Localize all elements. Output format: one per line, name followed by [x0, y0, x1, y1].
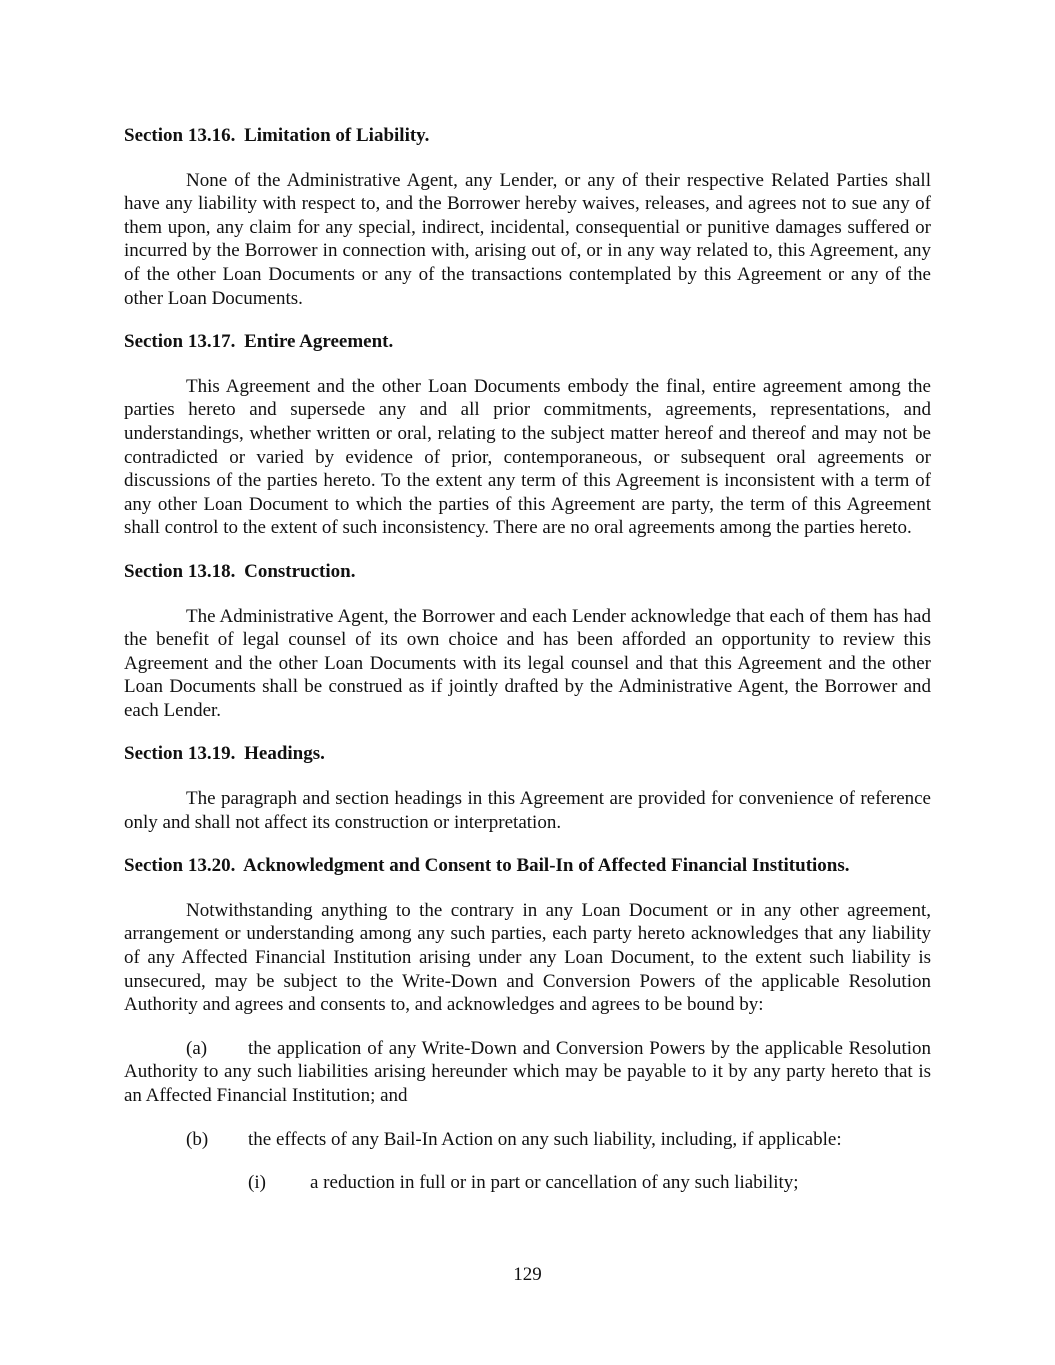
section-heading-13-17: [124, 330, 931, 354]
clause-a-text: the application of any Write-Down and Conversion Powers by the applicable Resolution Authority to any such liabilities arising hereunder which may be payable to it by any party hereto that is an Affected Financial Institution; and: [124, 1037, 931, 1106]
section-title: Limitation of Liability.: [244, 125, 430, 146]
section-title: Acknowledgment and Consent to Bail-In of Affected Financial Institutions.: [243, 855, 850, 877]
section-number: Section 13.16.: [124, 125, 236, 146]
section-number: Section 13.18.: [124, 560, 236, 582]
section-number: Section 13.17.: [124, 331, 236, 353]
clause-b: [186, 1128, 931, 1152]
section-title: Headings.: [244, 743, 325, 765]
section-paragraph-13-16: None of the Administrative Agent, any Lender, or any of their respective Related Parties shall have any liability with respect to, and the Borrower hereby waives, releases, and agrees not to sue any of them upon, any claim for any special, indirect, incidental, consequential or punitive damages suffered or incurred by the Borrower in connection with, arising out of, or in any way related to, this Agreement, any of the other Loan Documents or any of the transactions contemplated by this Agreement or any of the other Loan Documents.: [124, 169, 931, 309]
clause-a-marker: (a): [186, 1037, 208, 1059]
clause-i-marker: (i): [248, 1172, 266, 1194]
section-heading-13-19: [124, 742, 931, 766]
clause-b-text: the effects of any Bail-In Action on any such liability, including, if applicable:: [248, 1128, 842, 1150]
section-heading-13-16: [124, 124, 931, 148]
clause-i-text: a reduction in full or in part or cancellation of any such liability;: [310, 1172, 799, 1194]
section-paragraph-13-17: This Agreement and the other Loan Documents embody the final, entire agreement among the parties hereto and supersede any and all prior commitments, agreements, representations, and understandings, whether written or oral, relating to the subject matter hereof and thereof and may not be contradicted or varied by evidence of prior, contemporaneous, or subsequent oral agreements or discussions of the parties hereto. To the extent any term of this Agreement is inconsistent with a term of any other Loan Document to which the parties of this Agreement are party, the term of this Agreement shall control to the extent of such inconsistency. There are no oral agreements among the parties hereto.: [124, 375, 931, 539]
clause-a: [124, 1037, 931, 1108]
section-paragraph-13-20: Notwithstanding anything to the contrary in any Loan Document or in any other agreement, arrangement or understanding among any such parties, each party hereto acknowledges that any liability of any Affected Financial Institution arising under any Loan Document, to the extent such liability is unsecured, may be subject to the Write-Down and Conversion Powers of the applicable Resolution Authority and agrees and consents to, and acknowledges and agrees to be bound by:: [124, 899, 931, 1016]
section-heading-13-20: [124, 854, 931, 878]
section-title: Entire Agreement.: [244, 331, 394, 353]
section-heading-13-18: [124, 560, 931, 584]
section-paragraph-13-19: The paragraph and section headings in this Agreement are provided for convenience of reference only and shall not affect its construction or interpretation.: [124, 788, 931, 833]
document-page: [124, 124, 931, 1195]
section-title: Construction.: [244, 560, 356, 582]
section-number: Section 13.19.: [124, 743, 236, 765]
clause-i: [248, 1171, 931, 1195]
page-number: 129: [513, 1264, 542, 1285]
section-number: Section 13.20.: [124, 855, 236, 877]
clause-b-marker: (b): [186, 1128, 209, 1150]
section-paragraph-13-18: The Administrative Agent, the Borrower and each Lender acknowledge that each of them has had the benefit of legal counsel of its own choice and has been afforded an opportunity to review this Agreement and the other Loan Documents with its legal counsel and that this Agreement and the other Loan Documents shall be construed as if jointly drafted by the Administrative Agent, the Borrower and each Lender.: [124, 605, 931, 721]
